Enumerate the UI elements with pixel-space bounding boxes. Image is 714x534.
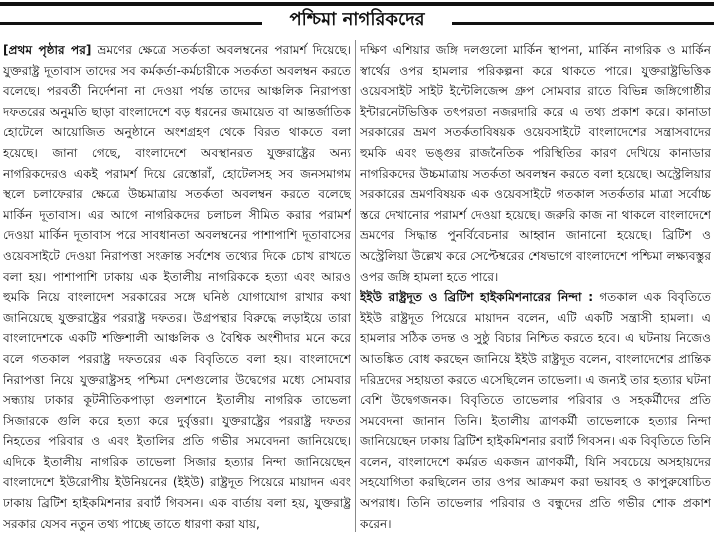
- subheading: ইইউ রাষ্ট্রদূত ও ব্রিটিশ হাইকমিশনারের নিন্দা :: [360, 290, 594, 305]
- article-column-right: [360, 40, 711, 532]
- top-rule: [0, 2, 714, 6]
- headline-rule-right: [452, 22, 714, 25]
- left-column-text: ভ্রমণের ক্ষেত্রে সতর্কতা অবলম্বনের পরামর্শ দিয়েছে। যুক্তরাষ্ট্র দূতাবাস তাদের সব কর্মকর্তা-কর্মচারীকে সতর্কতা অবলম্বন করতে বলেছে। পরবর্তী নির্দেশনা না দেওয়া পর্যন্ত তাদের আঞ্চলিক নিরাপত্তা দফতরের অনুমতি ছাড়া বাংলাদেশে বড় ধরনের জমায়েত বা আন্তর্জাতিক হোটেলে আয়োজিত অনুষ্ঠানে অংশগ্রহণ থেকে বিরত থাকতে বলা হয়েছে। জানা গেছে, বাংলাদেশে অবস্থানরত যুক্তরাষ্ট্রের অন্য নাগরিকদেরও একই পরামর্শ দিয়ে রেস্তোরাঁ, হোটেলসহ সব জনসমাগম স্থলে চলাফেরার ক্ষেত্রে উচ্চমাত্রায় সতর্কতা অবলম্বন করতে বলেছে মার্কিন দূতাবাস। এর আগে নাগরিকদের চলাচল সীমিত করার পরামর্শ দেওয়া মার্কিন দূতাবাস পরে সাবধানতা অবলম্বনের পাশাপাশি দূতাবাসের ওয়েবসাইটে দেওয়া নিরাপত্তা সংক্রান্ত সর্বশেষ তথ্যের দিকে চোখ রাখতে বলা হয়। পাশাপাশি ঢাকায় এক ইতালীয় নাগরিককে হত্যা এবং আরও হুমকি নিয়ে বাংলাদেশ সরকারের সঙ্গে ঘনিষ্ঠ যোগাযোগ রাখার কথা জানিয়েছে যুক্তরাষ্ট্রের পররাষ্ট্র দফতর। উগ্রপন্থার বিরুদ্ধে লড়াইয়ে তারা বাংলাদেশকে একটি শক্তিশালী আঞ্চলিক ও বৈশ্বিক অংশীদার মনে করে বলে গতকাল পররাষ্ট্র দফতরের এক বিবৃতিতে বলা হয়। বাংলাদেশে নিরাপত্তা নিয়ে যুক্তরাষ্ট্রসহ পশ্চিমা দেশগুলোর উদ্বেগের মধ্যে সোমবার সন্ধ্যায় ঢাকার কূটনীতিকপাড়া গুলশানে ইতালীয় নাগরিক তাভেলা সিজারকে গুলি করে হত্যা করে দুর্বৃত্তরা। যুক্তরাষ্ট্রের পররাষ্ট্র দফতর নিহতের পরিবার ও এবং ইতালির প্রতি গভীর সমবেদনা জানিয়েছে। এদিকে ইতালীয় নাগরিক তাভেলা সিজার হত্যার নিন্দা জানিয়েছেন বাংলাদেশে ইউরোপীয় ইউনিয়নের (ইইউ) রাষ্ট্রদূত পিয়েরে মায়াদন এবং ঢাকায় ব্রিটিশ হাইকমিশনার রবার্ট গিবসন। এক বার্তায় বলা হয়, যুক্তরাষ্ট্র সরকার যেসব নতুন তথ্য পাচ্ছে তাতে ধারণা করা যায়,: [3, 43, 351, 531]
- right-paragraph-1: দক্ষিণ এশিয়ার জঙ্গি দলগুলো মার্কিন স্থাপনা, মার্কিন নাগরিক ও মার্কিন স্বার্থের ওপর হামলার পরিকল্পনা করে থাকতে পারে। যুক্তরাষ্ট্রভিত্তিক ওয়েবসাইট সাইট ইন্টেলিজেন্স গ্রুপ সোমবার রাতে বিভিন্ন জঙ্গিগোষ্ঠীর ইন্টারনেটভিত্তিক তৎপরতা নজরদারি করে এ তথ্য প্রকাশ করে। কানাডা সরকারের ভ্রমণ সতর্কতাবিষয়ক ওয়েবসাইটে বাংলাদেশের সন্ত্রাসবাদের হুমকি এবং ভঙ্গুর রাজনৈতিক পরিস্থিতির কারণ দেখিয়ে কানাডার নাগরিকদের উচ্চমাত্রায় সতর্কতা অবলম্বন করতে বলা হয়েছে। অস্ট্রেলিয়ার সরকারের ভ্রমণবিষয়ক এক ওয়েবসাইটে গতকাল সতর্কতার মাত্রা সর্বোচ্চ স্তরে দেখানোর পরামর্শ দেওয়া হয়েছে। জরুরি কাজ না থাকলে বাংলাদেশে ভ্রমণের সিদ্ধান্ত পুনর্বিবেচনার আহ্বান জানানো হয়েছে। ব্রিটিশ ও অস্ট্রেলিয়া উল্লেখ করে সেপ্টেম্বরের শেষভাগে বাংলাদেশে পশ্চিমা লক্ষ্যবস্তুর ওপর জঙ্গি হামলা হতে পারে।: [360, 43, 711, 284]
- column-divider: [355, 40, 356, 532]
- right-paragraph-2: [360, 287, 711, 532]
- article-column-left: [3, 40, 351, 532]
- headline-banner: [0, 0, 714, 34]
- left-paragraph: [3, 40, 351, 532]
- headline: পশ্চিমা নাগরিকদের: [289, 9, 425, 30]
- right-column-text-2: গতকাল এক বিবৃতিতে ইইউ রাষ্ট্রদূত পিয়েরে মায়াদন বলেন, এটি একটি সন্ত্রাসী হামলা। এ হামলার সঠিক তদন্ত ও সুষ্ঠু বিচার নিশ্চিত করতে হবে। এ ঘটনায় নিজেও আতঙ্কিত বোধ করছেন জানিয়ে ইইউ রাষ্ট্রদূত বলেন, বাংলাদেশের প্রান্তিক দরিদ্রদের সহায়তা করতে এসেছিলেন তাভেলা। এ জন্যই তার হত্যার ঘটনা বেশি উদ্বেগজনক। বিবৃতিতে তাভেলার পরিবার ও সহকর্মীদের প্রতি সমবেদনা জানান তিনি। ইতালীয় ত্রাণকর্মী তাভেলাকে হত্যার নিন্দা জানিয়েছেন ঢাকায় ব্রিটিশ হাইকমিশনার রবার্ট গিবসন। এক বিবৃতিতে তিনি বলেন, বাংলাদেশে কর্মরত একজন ত্রাণকর্মী, যিনি সবচেয়ে অসহায়দের সহযোগিতা করছিলেন তার ওপর আক্রমণ করা ভয়াবহ ও কাপুরুষোচিত অপরাধ। তিনি তাভেলার পরিবার ও বন্ধুদের প্রতি গভীর শোক প্রকাশ করেন।: [360, 290, 711, 531]
- headline-rule-left: [0, 22, 262, 25]
- continuation-lead: [প্রথম পৃষ্ঠার পর]: [3, 43, 92, 57]
